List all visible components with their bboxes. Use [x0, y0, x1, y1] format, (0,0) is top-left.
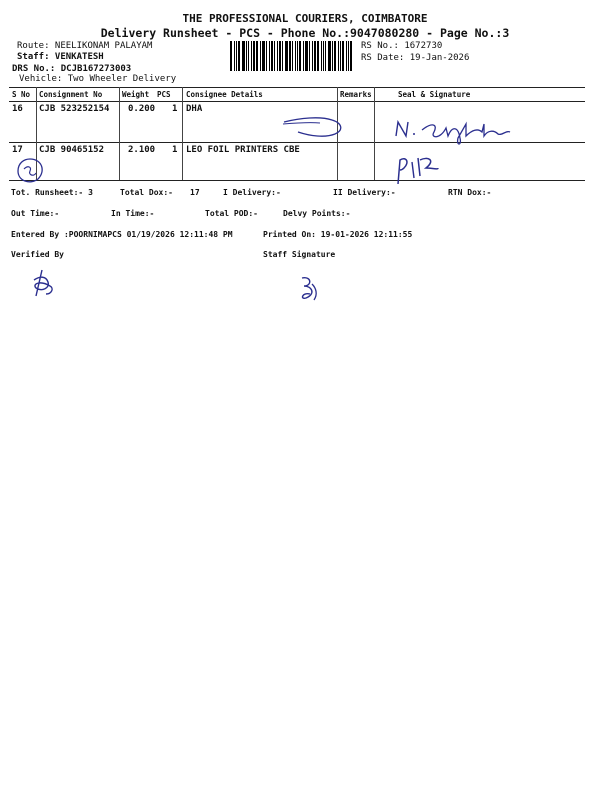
row-16-weight: 0.200: [128, 104, 156, 114]
col-header-weight: Weight: [122, 90, 150, 99]
row-17-pcs: 1: [172, 145, 178, 155]
row-16-consignee: DHA: [186, 104, 203, 114]
col-header-consignee: Consignee Details: [186, 90, 263, 99]
barcode-bar: [350, 41, 352, 71]
table-top-rule: [9, 87, 585, 88]
barcode-bar: [256, 41, 258, 71]
barcode-bar: [246, 41, 247, 71]
barcode-bar: [314, 41, 316, 71]
rs-number: RS No.: 1672730: [361, 41, 443, 51]
barcode-bar: [342, 41, 344, 71]
in-time: In Time:-: [111, 209, 155, 218]
verifier-signature: [28, 266, 58, 300]
col-divider: [374, 87, 375, 180]
total-dox-value: 17: [190, 188, 200, 197]
col-header-pcs: PCS: [157, 90, 171, 99]
barcode: [230, 41, 355, 71]
delivery-stamp-mark: [12, 155, 48, 185]
total-runsheet: Tot. Runsheet:- 3: [11, 188, 93, 197]
row-16-consignment: CJB 523252154: [39, 104, 110, 114]
col-header-consignment: Consignment No: [39, 90, 103, 99]
barcode-bar: [348, 41, 349, 71]
rs-date: RS Date: 19-Jan-2026: [361, 53, 470, 63]
barcode-bar: [266, 41, 267, 71]
barcode-bar: [238, 41, 240, 71]
row-17-sno: 17: [12, 145, 23, 155]
barcode-bar: [289, 41, 291, 71]
barcode-bar: [234, 41, 235, 71]
col-header-seal: Seal & Signature: [398, 90, 471, 99]
barcode-bar: [299, 41, 301, 71]
barcode-bar: [303, 41, 304, 71]
handwritten-remark-mark: [280, 110, 350, 140]
barcode-bar: [332, 41, 333, 71]
barcode-bar: [328, 41, 331, 71]
row-16-sno: 16: [12, 104, 23, 114]
runsheet-subtitle: Delivery Runsheet - PCS - Phone No.:9047080280 - Page No.:3: [100, 26, 510, 40]
barcode-bar: [323, 41, 324, 71]
company-title: THE PROFESSIONAL COURIERS, COIMBATORE: [182, 12, 428, 25]
barcode-bar: [248, 41, 249, 71]
barcode-bar: [269, 41, 270, 71]
first-delivery: I Delivery:-: [223, 188, 281, 197]
return-dox: RTN Dox:-: [448, 188, 492, 197]
row-17-consignment: CJB 90465152: [39, 145, 105, 155]
row-17-weight: 2.100: [128, 145, 156, 155]
barcode-bar: [279, 41, 281, 71]
col-header-sno: S No: [12, 90, 31, 99]
staff-signature-mark: [296, 274, 326, 304]
barcode-bar: [292, 41, 293, 71]
staff-label: Staff: VENKATESH: [17, 52, 104, 62]
col-divider: [182, 87, 183, 180]
receiver-signature-17: [392, 150, 442, 188]
staff-signature-label: Staff Signature: [263, 250, 336, 259]
barcode-bar: [271, 41, 273, 71]
verified-by-label: Verified By: [11, 250, 64, 259]
barcode-bar: [230, 41, 232, 71]
barcode-bar: [251, 41, 252, 71]
table-bottom-rule: [9, 180, 585, 181]
barcode-bar: [317, 41, 319, 71]
vehicle-label: Vehicle: Two Wheeler Delivery: [19, 74, 177, 84]
barcode-bar: [309, 41, 310, 71]
barcode-bar: [295, 41, 296, 71]
barcode-bar: [346, 41, 347, 71]
barcode-bar: [312, 41, 313, 71]
barcode-bar: [242, 41, 245, 71]
receiver-signature-16: [392, 116, 517, 146]
table-header-rule: [9, 101, 585, 102]
barcode-bar: [262, 41, 265, 71]
row-17-consignee: LEO FOIL PRINTERS CBE: [186, 145, 300, 155]
barcode-bar: [305, 41, 308, 71]
barcode-bar: [321, 41, 322, 71]
barcode-bar: [277, 41, 278, 71]
barcode-bar: [340, 41, 341, 71]
col-header-remarks: Remarks: [340, 90, 372, 99]
barcode-bar: [325, 41, 326, 71]
barcode-bar: [260, 41, 261, 71]
barcode-bar: [274, 41, 275, 71]
second-delivery: II Delivery:-: [333, 188, 396, 197]
out-time: Out Time:-: [11, 209, 60, 218]
barcode-bar: [236, 41, 237, 71]
printed-on: Printed On: 19-01-2026 12:11:55: [263, 230, 413, 239]
barcode-bar: [338, 41, 339, 71]
route-label: Route: NEELIKONAM PALAYAM: [17, 41, 153, 51]
barcode-bar: [282, 41, 283, 71]
barcode-bar: [297, 41, 298, 71]
delivery-points: Delvy Points:-: [283, 209, 351, 218]
barcode-bar: [285, 41, 288, 71]
col-divider: [119, 87, 120, 180]
barcode-bar: [253, 41, 255, 71]
row-16-pcs: 1: [172, 104, 178, 114]
total-pod: Total POD:-: [205, 209, 258, 218]
barcode-bar: [334, 41, 336, 71]
entered-by: Entered By :POORNIMAPCS 01/19/2026 12:11:48 PM: [11, 230, 233, 239]
drs-number: DRS No.: DCJB167273003: [12, 64, 132, 74]
total-dox-label: Total Dox:-: [120, 188, 173, 197]
